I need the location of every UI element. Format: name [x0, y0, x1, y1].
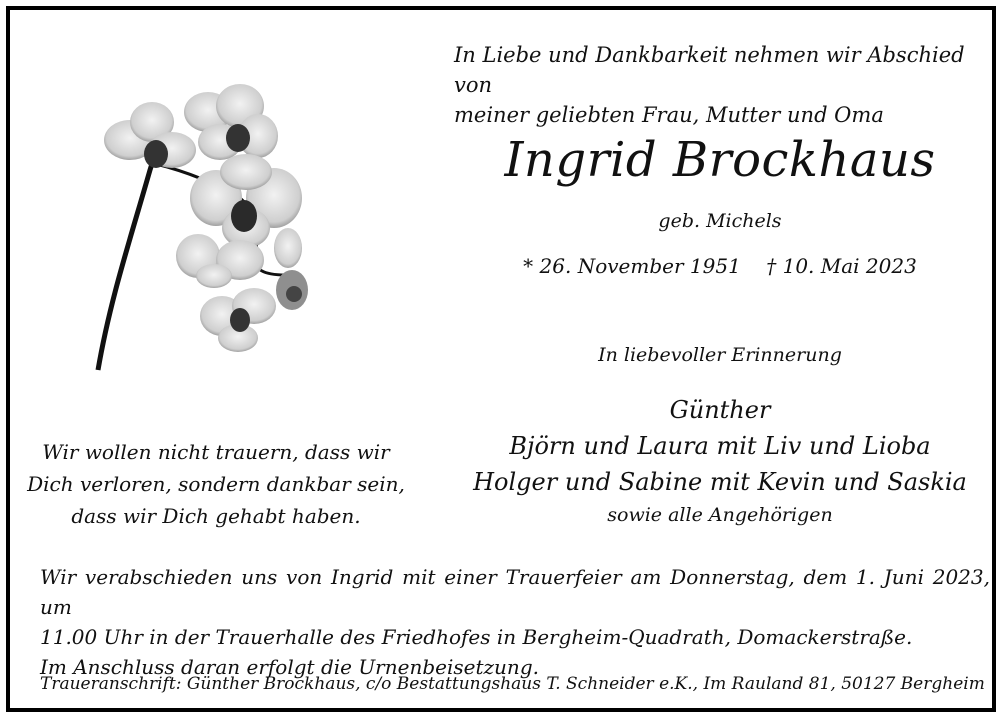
intro-line: meiner geliebten Frau, Mutter und Oma — [454, 103, 884, 127]
quote-line: dass wir Dich gehabt haben. — [71, 504, 361, 528]
quote-line: Wir wollen nicht trauern, dass wir — [42, 440, 390, 464]
service-line: Wir verabschieden uns von Ingrid mit einer Trauerfeier am Donnerstag, dem 1. Juni 2023, um — [40, 565, 990, 619]
death-date: † 10. Mai 2023 — [766, 254, 917, 278]
service-info — [40, 562, 990, 682]
intro-text — [454, 40, 994, 130]
service-line: 11.00 Uhr in der Trauerhalle des Friedhofes in Bergheim-Quadrath, Domackerstraße. — [40, 625, 913, 649]
family-member: Björn und Laura mit Liv und Lioba — [509, 432, 931, 460]
memory-line: In liebevoller Erinnerung — [598, 344, 842, 366]
quote-line: Dich verloren, sondern dankbar sein, — [27, 472, 405, 496]
maiden-name: geb. Michels — [658, 210, 782, 232]
mourning-address: Traueranschrift: Günther Brockhaus, c/o Bestattungshaus T. Schneider e.K., Im Rauland 81, 50127 Bergheim — [40, 674, 985, 694]
quote — [26, 436, 406, 532]
orchid-icon — [90, 80, 350, 380]
birth-date: * 26. November 1951 — [523, 254, 741, 278]
service-line: Im Anschluss daran erfolgt die Urnenbeisetzung. — [40, 655, 539, 679]
family-member: Günther — [669, 396, 771, 424]
relatives-line: sowie alle Angehörigen — [607, 504, 833, 526]
family-member: Holger und Sabine mit Kevin und Saskia — [473, 468, 967, 496]
family-list — [440, 392, 1000, 530]
obituary-notice — [6, 6, 996, 712]
deceased-name: Ingrid Brockhaus — [504, 132, 936, 188]
life-dates — [440, 254, 1000, 278]
intro-line: In Liebe und Dankbarkeit nehmen wir Abschied von — [454, 43, 965, 97]
